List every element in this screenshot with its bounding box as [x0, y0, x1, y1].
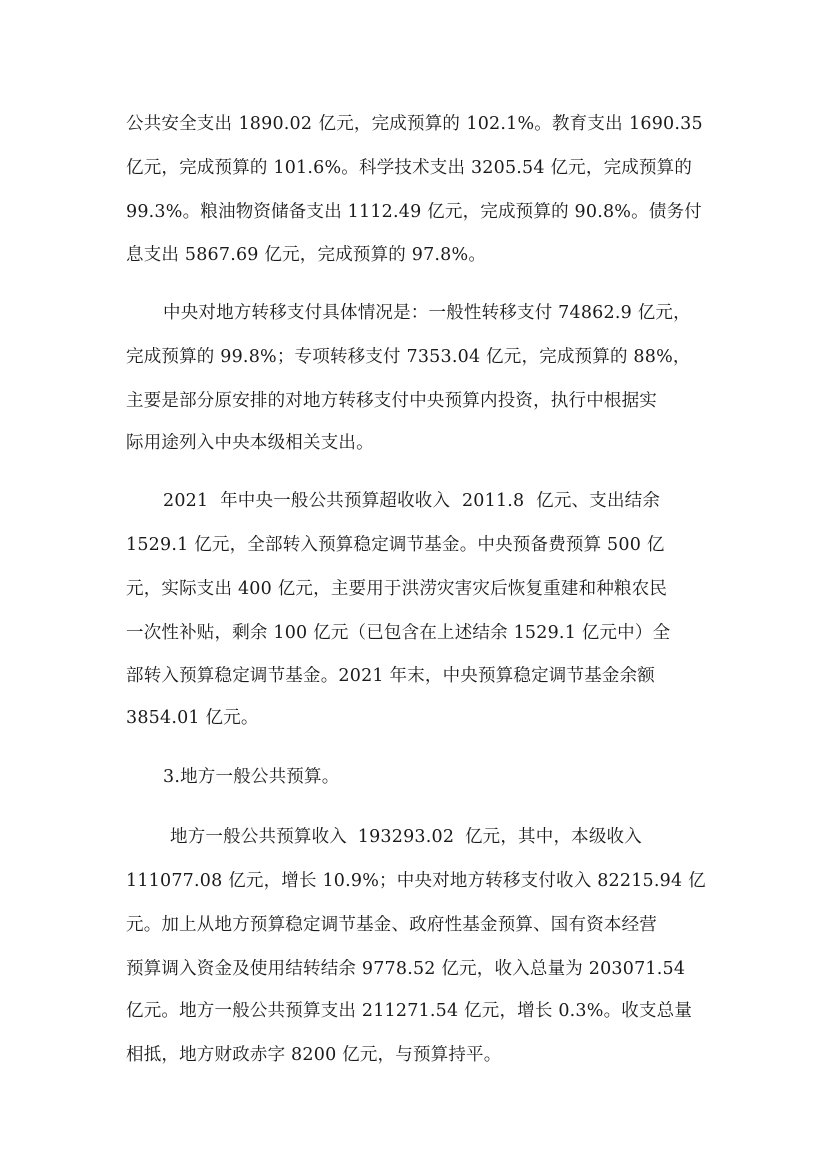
- paragraph-line: 1529.1 亿元，全部转入预算稳定调节基金。中央预备费预算 500 亿: [126, 535, 665, 555]
- paragraph-line: 际用途列入中央本级相关支出。: [126, 433, 374, 453]
- paragraph-line: 主要是部分原安排的对地方转移支付中央预算内投资，执行中根据实: [126, 391, 657, 411]
- paragraph-line: 公共安全支出 1890.02 亿元，完成预算的 102.1%。教育支出 1690.35: [126, 114, 703, 134]
- paragraph-line: 99.3%。粮油物资储备支出 1112.49 亿元，完成预算的 90.8%。债务付: [126, 202, 702, 222]
- paragraph-line: 完成预算的 99.8%；专项转移支付 7353.04 亿元，完成预算的 88%，: [126, 347, 691, 367]
- paragraph-line: 元，实际支出 400 亿元，主要用于洪涝灾害灾后恢复重建和种粮农民: [126, 579, 668, 599]
- paragraph-line: 3854.01 亿元。: [126, 708, 259, 728]
- paragraph-line: 111077.08 亿元，增长 10.9%；中央对地方转移支付收入 82215.94 亿: [126, 871, 706, 891]
- paragraph-line: 2021 年中央一般公共预算超收收入 2011.8 亿元、支出结余: [163, 491, 661, 511]
- paragraph-line: 中央对地方转移支付具体情况是：一般性转移支付 74862.9 亿元，: [163, 303, 691, 323]
- paragraph-line: 元。加上从地方预算稳定调节基金、政府性基金预算、国有资本经营: [126, 915, 657, 935]
- paragraph-line: 地方一般公共预算收入 193293.02 亿元，其中，本级收入: [170, 827, 642, 847]
- paragraph-line: 亿元，完成预算的 101.6%。科学技术支出 3205.54 亿元，完成预算的: [126, 158, 693, 178]
- section-heading: 3.地方一般公共预算。: [163, 767, 340, 787]
- paragraph-line: 相抵，地方财政赤字 8200 亿元，与预算持平。: [126, 1045, 502, 1065]
- paragraph-line: 亿元。地方一般公共预算支出 211271.54 亿元，增长 0.3%。收支总量: [126, 1001, 693, 1021]
- paragraph-line: 部转入预算稳定调节基金。2021 年末，中央预算稳定调节基金余额: [126, 666, 655, 686]
- paragraph-line: 息支出 5867.69 亿元，完成预算的 97.8%。: [126, 245, 487, 265]
- paragraph-line: 一次性补贴，剩余 100 亿元（已包含在上述结余 1529.1 亿元中）全: [126, 623, 671, 643]
- paragraph-line: 预算调入资金及使用结转结余 9778.52 亿元，收入总量为 203071.54: [126, 959, 686, 979]
